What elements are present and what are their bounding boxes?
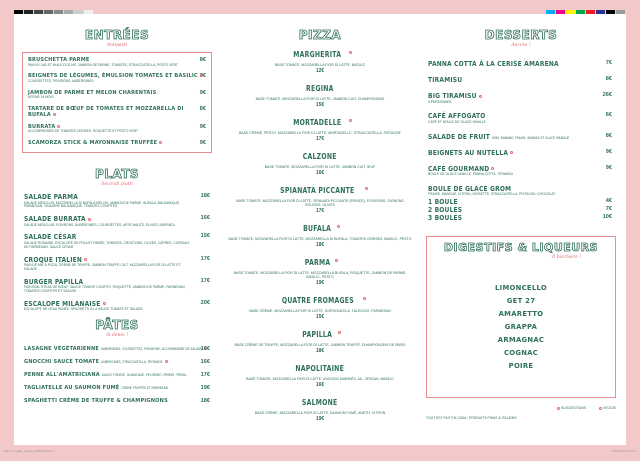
list-item: BIG TIRAMISU 4 PERSONNES 26€ xyxy=(428,92,612,104)
suggestion-icon xyxy=(491,167,494,170)
list-item: 3 BOULES 10€ xyxy=(428,214,612,223)
list-item: SPAGHETTI CRÈME DE TRUFFE & CHAMPIGNONS 18€ xyxy=(24,397,210,404)
list-item: PAPILLA BASE CRÈME DE TRUFFE, MOZZARELLA FIOR DI LATTE, JAMBON TRUFFÉ, CHAMPIGNONS DE PARIS 18€ xyxy=(234,330,406,354)
pates-list xyxy=(22,346,212,404)
suggestion-icon xyxy=(365,187,368,190)
print-date-label: 09/07/2023 12:31 xyxy=(612,449,636,453)
list-item: MORTADELLE BASE CRÈME, PESTO, MOZZARELLA FIOR DI LATTE, MORTADELLE, STRACCIATELLA, PISTACHE 17€ xyxy=(239,118,401,142)
list-item: MARGHERITA BASE TOMATE, MOZZARELLA FIOR DI LATTE, BASILIC 12€ xyxy=(274,50,366,74)
veggie-icon xyxy=(57,125,60,128)
list-item: LASAGNE VÉGÉTARIENNE AUBERGINES, COURGETTES, POIVRONS, ACCOMPAGNÉE DE SALADE 16€ xyxy=(24,345,210,352)
list-item: SALMONE BASE CRÈME, MOZZARELLA FIOR DI LATTE, SAUMON FUMÉ, ANETH, CITRON 19€ xyxy=(254,398,386,422)
list-item: QUATRE FROMAGES BASE CRÈME, MOZZARELLA FIOR DI LATTE, GORGONZOLA, TALEGGIO, PARMESAN 15€ xyxy=(249,296,391,320)
list-item: PENNE ALL'AMATRICIANA SAUCE TOMATE, GUANCIALE, PECORINO, PIMENT, PERSIL 17€ xyxy=(24,371,210,378)
print-file-label: Menu_Papilla_rouille_EU6823-04-4 1 xyxy=(4,449,54,453)
veggie-icon xyxy=(165,360,168,363)
list-item: REGINA BASE TOMATE, MOZZARELLA FIOR DI LATTE, JAMBON CUIT, CHAMPIGNONS 15€ xyxy=(255,84,385,108)
desserts-list xyxy=(426,60,616,222)
list-item: TIRAMISU 8€ xyxy=(428,76,612,84)
list-item: CALZONE BASE TOMATE, MOZZARELLA FIOR DI LATTE, JAMBON CUIT, ŒUF 16€ xyxy=(264,152,376,176)
list-item: ESCALOPE MILANAISE ESCALOPE DE VEAU PANÉE, SPAGHETTI À LA SAUCE TOMATE ET SALADE 20€ xyxy=(24,299,210,312)
entrees-subtitle: Antipasti xyxy=(106,43,128,48)
entrees-title: ENTRÉES xyxy=(84,28,150,42)
list-item: BUFALA BASE TOMATE, MOZZARELLA FIOR DI LATTE, MOZZARELLA DI BUFALA, TOMATES CERISES, BASILIC, PESTO 18€ xyxy=(228,224,412,248)
suggestion-icon xyxy=(84,258,87,261)
list-item: CROQUE ITALIEN PAIN DE MIE À PIZZA, CRÈME DE TRUFFE, JAMBON TRUFFÉ CUIT, MOZZARELLA FIOR DI LATTE ET SALADE 17€ xyxy=(24,255,210,271)
list-item: GET 27 xyxy=(506,297,536,306)
digestifs-list xyxy=(431,284,611,370)
veggie-icon xyxy=(337,225,340,228)
pizza-title: PIZZA xyxy=(298,28,342,42)
suggestion-icon xyxy=(557,407,560,410)
list-item: BURRATA ACCOMPAGNÉE DE TOMATES CERISES, ROQUETTE ET PESTO VERT 9€ xyxy=(28,123,206,134)
suggestion-icon xyxy=(510,151,513,154)
list-item: COGNAC xyxy=(503,349,539,358)
suggestion-icon xyxy=(103,302,106,305)
pizza-list xyxy=(228,44,412,422)
veggie-icon xyxy=(363,297,366,300)
list-item: PARMA BASE TOMATE, MOZZARELLA FIOR DI LATTE, MOZZARELLA BUFALA, ROQUETTE, JAMBON DE PARME, BASILIC, PESTO 19€ xyxy=(233,258,407,286)
menu-footer xyxy=(426,406,616,421)
left-column xyxy=(22,28,212,410)
menu-sheet xyxy=(14,14,626,445)
list-item: BEIGNETS DE LÉGUMES, ÉMULSION TOMATES ET BASILIC COURGETTES, POIVRONS, AUBERGINES 7€ xyxy=(28,73,206,83)
digestifs-title: DIGESTIFS & LIQUEURS xyxy=(443,241,599,255)
list-item: GRAPPA xyxy=(504,323,538,332)
list-item: BURGER PAPILLA PAIN BUN, STEAK DE BŒUF, SAUCE TOMATE CONFITE, ROQUETTE, JAMBON DE PARME, PARMESAN, TOMATES CONFITES ET SALADE 17€ xyxy=(24,277,210,293)
list-item: SALADE CÉSAR SALADE ROMAINE, ESCALOPE DE POULET PANÉE, TOMATES, CROÛTONS, OLIVES, CÂPRES, COPEAUX DE PARMESAN, SAUCE CÉSAR 15€ xyxy=(24,233,210,249)
list-item: CAFÉ AFFOGATO CAFÉ ET BOULE DE GLACE VANILLE 6€ xyxy=(428,112,612,124)
list-item: JAMBON DE PARME ET MELON CHARENTAIS AFFINÉ 24 MOIS 9€ xyxy=(28,89,206,100)
digestifs-box xyxy=(426,236,616,398)
list-item: ARMAGNAC xyxy=(497,336,545,345)
list-item: TARTARE DE BŒUF DE TOMATES ET MOZZARELLA DI BUFALA 8€ xyxy=(28,105,206,118)
list-item: LIMONCELLO xyxy=(495,284,547,293)
glace-block: BOULE DE GLACE GROM FRAISE, MANGUE, CITRON, NOISETTE, STRACCIATELLA, PISTACHE, CHOCOLAT 1 BOULE 4€ 2 BOULES 7€ 3 BOULES 10€ xyxy=(428,184,612,223)
list-item: SALADE PARMA SALADE MESCLUN, MOZZARELLA DI BUFALA MELON, JAMBON DE PARME, BUFALA, BALSAMIQUE, PARMESAN, VINAIGRE BALSAMIQUE, TOMATES CONFITES 18€ xyxy=(24,193,210,209)
list-item: 1 BOULE 4€ xyxy=(428,198,612,207)
pates-title: PÂTES xyxy=(95,317,139,332)
list-item: SCAMORZA STICK & MAYONNAISE TRUFFÉE 9€ xyxy=(28,140,206,147)
list-item: SALADE BURRATA SALADE MESCLUN, POIVRONS, AUBERGINES, COURGETTES, ARTICHAUTS, OLIVES, BURRATA 16€ xyxy=(24,215,210,227)
digestifs-subtitle: Il bicchiere ! xyxy=(551,255,581,261)
list-item: BEIGNETS AU NUTELLA 9€ xyxy=(428,148,612,157)
footer-note: TOUT EST FAIT EN CASA : PRODUITS FRAIS & ITALIENS xyxy=(426,416,517,421)
list-item: SPIANATA PICCANTE BASE TOMATE, MOZZARELLA FIOR DI LATTE, SPIANATA PICCANTE (PEINCE), POIVRONS, OIGNONS ROUGES, OLIVES 17€ xyxy=(236,186,404,214)
entrees-box xyxy=(22,52,212,153)
list-item: GNOCCHI SAUCE TOMATE AUBERGINES, STRACCIATELLA, FROMAGE 16€ xyxy=(24,358,210,365)
veggie-icon xyxy=(53,113,56,116)
pates-subtitle: Al dente ! xyxy=(105,332,129,338)
veggie-icon xyxy=(159,141,162,144)
list-item: AMARETTO xyxy=(498,310,544,319)
list-item: CAFÉ GOURMAND BOULE DE GLACE VANILLE, PANNA COTTA, TIRAMISU 9€ xyxy=(428,164,612,177)
legend-veggie: VEGGIE xyxy=(602,406,616,411)
list-item: TAGLIATELLE AU SAUMON FUMÉ CRÈME TRUFFÉE ET PARMESAN 19€ xyxy=(24,384,210,391)
list-item: POIRE xyxy=(508,362,534,371)
right-column xyxy=(426,28,616,421)
plats-title: PLATS xyxy=(94,167,140,182)
veggie-icon xyxy=(88,218,91,221)
print-footer xyxy=(4,449,636,453)
veggie-icon xyxy=(349,51,352,54)
suggestion-icon xyxy=(338,331,341,334)
desserts-title: DESSERTS xyxy=(484,28,558,42)
desserts-subtitle: Ancora ! xyxy=(511,43,531,48)
legend-suggestion: SUGGESTIONS xyxy=(561,406,586,411)
list-item: PANNA COTTA À LA CERISE AMARENA 7€ xyxy=(428,60,612,68)
list-item: SALADE DE FRUIT KIWI, BANANE, FRAISE, ANANAS ET GLACE MANGUE 8€ xyxy=(428,132,612,141)
plats-subtitle: Secondi piatti xyxy=(101,182,133,188)
plats-list xyxy=(22,193,212,312)
suggestion-icon xyxy=(479,95,482,98)
list-item: BRUSCHETTA PARME PAIN À L'AIL ET HUILE D'OLIVE, JAMBON DE PARME, TOMATES, STRACCIATELLA, PESTO VERT 8€ xyxy=(28,57,206,67)
pizza-column xyxy=(228,28,412,426)
print-color-strip xyxy=(14,3,626,11)
list-item: NAPOLITAINE BASE TOMATE, MOZZARELLA FIOR DI LATTE, ANCHOIS MARINÉS, AIL, ORIGAN, BASILIC 16€ xyxy=(246,364,394,388)
veggie-icon xyxy=(599,407,602,410)
suggestion-icon xyxy=(349,119,352,122)
list-item: 2 BOULES 7€ xyxy=(428,206,612,215)
suggestion-icon xyxy=(335,259,338,262)
